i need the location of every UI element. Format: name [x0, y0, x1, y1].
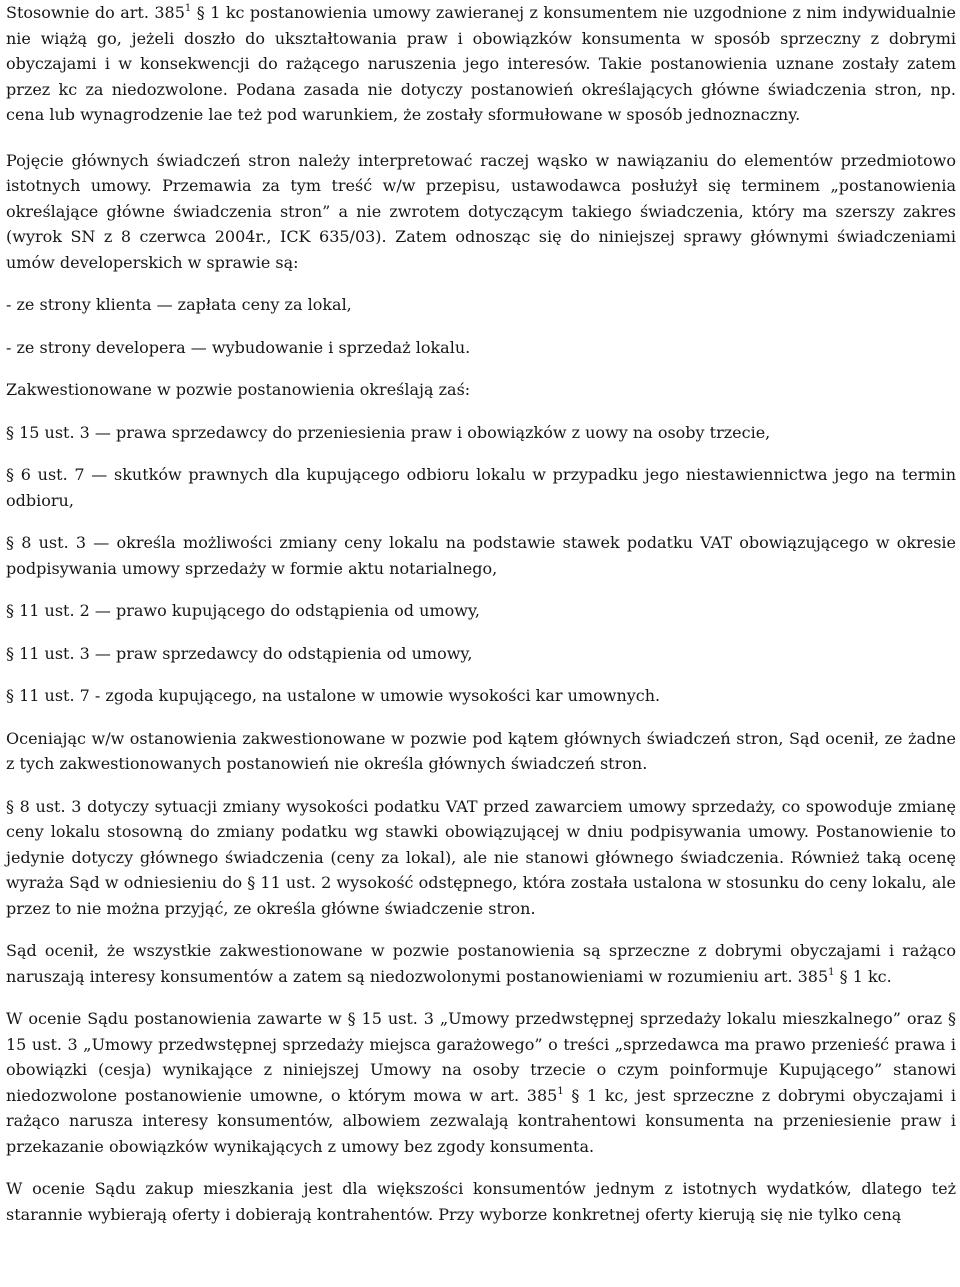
paragraph-11: [6, 683, 956, 709]
paragraph-text: § 1 kc, jest sprzeczne z dobrymi obyczajami i rażąco narusza interesy konsumentów, albowiem zezwalają kontrahentowi konsumenta na przeniesienie praw i przekazanie obowiązków wynikających z umowy bez zgody konsumenta.: [6, 1085, 957, 1156]
paragraph-13: [6, 794, 956, 922]
paragraph-text: Sąd ocenił, że wszystkie zakwestionowane w pozwie postanowienia są sprzeczne z dobrymi obyczajami i rażąco naruszają interesy konsumentów a zatem są niedozwolonymi postanowieniami w rozumieniu art. 385: [6, 941, 956, 986]
paragraph-text: Oceniając w/w ostanowienia zakwestionowane w pozwie pod kątem głównych świadczeń stron, Sąd ocenił, ze żadne z tych zakwestionowanych postanowień nie określa głównych świadczeń stron.: [6, 728, 956, 773]
paragraph-text: § 11 ust. 2 — prawo kupującego do odstąpienia od umowy,: [6, 601, 480, 620]
paragraph-text: Pojęcie głównych świadczeń stron należy interpretować raczej wąsko w nawiązaniu do elementów przedmiotowo istotnych umowy. Przemawia za tym treść w/w przepisu, ustawodawca posłużył się terminem „postanowienia określające główne świadczenia stron” a nie zwrotem dotyczącym takiego świadczenia, który ma szerszy zakres (wyrok SN z 8 czerwca 2004r., ICK 635/03). Zatem odnosząc się do niniejszej sprawy głównymi świadczeniami umów developerskich w sprawie są:: [6, 150, 956, 272]
paragraph-text: § 1 kc.: [834, 966, 892, 986]
paragraph-3: [6, 292, 956, 318]
paragraph-text: § 6 ust. 7 — skutków prawnych dla kupującego odbioru lokalu w przypadku jego niestawiennictwa jego na termin odbioru,: [6, 465, 956, 510]
paragraph-5: [6, 377, 956, 403]
paragraph-15: [6, 1006, 956, 1159]
paragraph-2: [6, 148, 956, 276]
paragraph-16: [6, 1176, 956, 1227]
paragraph-text: § 11 ust. 7 - zgoda kupującego, na ustalone w umowie wysokości kar umownych.: [6, 686, 661, 705]
paragraph-14: [6, 938, 956, 989]
paragraph-text: § 8 ust. 3 — określa możliwości zmiany ceny lokalu na podstawie stawek podatku VAT obowiązującego w okresie podpisywania umowy sprzedaży w formie aktu notarialnego,: [6, 533, 956, 578]
paragraph-7: [6, 462, 956, 513]
paragraph-text: W ocenie Sądu postanowienia zawarte w § 15 ust. 3 „Umowy przedwstępnej sprzedaży lokalu mieszkalnego” oraz § 15 ust. 3 „Umowy przedwstępnej sprzedaży miejsca garażowego” o treści „sprzedawca ma prawo przenieść prawa i obowiązki (cesja) wynikające z niniejszej Umowy na osoby trzecie o czym poinformuje Kupującego” stanowi niedozwolone postanowienie umowne, o którym mowa w art. 385: [6, 1009, 956, 1105]
paragraph-6: [6, 420, 956, 446]
paragraph-10: [6, 641, 956, 667]
paragraph-4: [6, 335, 956, 361]
paragraph-text: Stosownie do art. 385: [6, 3, 185, 22]
paragraph-text: § 15 ust. 3 — prawa sprzedawcy do przeniesienia praw i obowiązków z uowy na osoby trzecie,: [6, 422, 771, 442]
paragraph-text: § 1 kc postanowienia umowy zawieranej z konsumentem nie uzgodnione z nim indywidualnie nie wiążą go, jeżeli doszło do ukształtowania praw i obowiązków konsumenta w sposób sprzeczny z dobrymi obyczajami i w konsekwencji do rażącego naruszenia jego interesów. Takie postanowienia uznane zostały zatem przez kc za niedozwolone. Podana zasada nie dotyczy postanowień określających główne świadczenia stron, np. cena lub wynagrodzenie lae też pod warunkiem, że zostały sformułowane w sposób jednoznaczny.: [6, 3, 957, 124]
superscript: 1: [184, 3, 192, 14]
paragraph-8: [6, 530, 956, 581]
paragraph-9: [6, 598, 956, 624]
paragraph-text: § 8 ust. 3 dotyczy sytuacji zmiany wysokości podatku VAT przed zawarciem umowy sprzedaży, co spowoduje zmianę ceny lokalu stosowną do zmiany podatku wg stawki obowiązującej w dniu podpisywania umowy. Postanowienie to jedynie dotyczy głównego świadczenia (ceny za lokal), ale nie stanowi głównego świadczenia. Również taką ocenę wyraża Sąd w odniesieniu do § 11 ust. 2 wysokość odstępnego, która została ustalona w stosunku do ceny lokalu, ale przez to nie można przyjąć, ze określa główne świadczenie stron.: [6, 796, 956, 918]
superscript: 1: [557, 1085, 564, 1097]
paragraph-text: § 11 ust. 3 — praw sprzedawcy do odstąpienia od umowy,: [6, 643, 473, 663]
paragraph-text: - ze strony developera — wybudowanie i sprzedaż lokalu.: [6, 337, 471, 357]
paragraph-text: Zakwestionowane w pozwie postanowienia określają zaś:: [6, 380, 471, 399]
paragraph-text: W ocenie Sądu zakup mieszkania jest dla większości konsumentów jednym z istotnych wydatków, dlatego też starannie wybierają oferty i dobierają kontrahentów. Przy wyborze konkretnej oferty kierują się nie tylko ceną: [6, 1179, 956, 1224]
paragraph-text: - ze strony klienta — zapłata ceny za lokal,: [6, 295, 352, 314]
paragraph-1: [6, 0, 956, 128]
paragraph-12: [6, 726, 956, 777]
superscript: 1: [828, 966, 835, 978]
